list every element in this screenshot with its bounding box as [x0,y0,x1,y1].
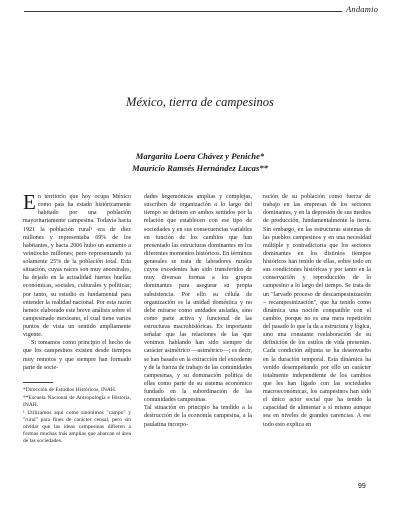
body-paragraph: dades hegemónicas amplias y complejas, suscriben de organización a lo largo del tiempo se definen en ambos sentidos por la relación que establecen con ese tipo de sociedades y en sus consecuencias variables en función de los cambios que han presentado las estructuras dominantes en los diferentes momentos históricos. En términos generales se trata de labradores rurales cuyos excedentes han sido transferidos de muy diversas formas a los grupos dominantes para asegurar su propia subsistencia. Por ello su célula de organización es la unidad doméstica y no debe mirarse como unidades aisladas, sino como parte activa y funcional de las estructuras macrohistóricas. Es importante señalar que las relaciones de las que venimos hablando han sido siempre de carácter asimétrico —asimétrico—; es decir, se han basado en la extracción del excedente y de la fuerza de trabajo de las comunidades campesinas, y su dominación política de ellas como parte de su sistema económico fundado en la subordinación de las comunidades campesinas. Tal situación en principio ha tendido a la destrucción de la economía campesina, a la paulatina incorpo- [144,194,252,428]
drop-cap: E [23,190,36,214]
author-name: Mauricio Ramsés Hernández Lucas** [132,163,268,173]
text-column-1 [23,190,131,447]
footnotes [23,387,131,446]
footnote-rule [23,382,53,383]
body-paragraph [23,190,131,339]
footnote: **Escuela Nacional de Antropología e Historia, INAH. [23,394,131,408]
section-label: Andamio [346,4,379,14]
author-block [0,150,400,174]
paragraph-text: n territorio que hoy ocupa México como país ha estado históricamente habitado por una población mayoritariamente campesina. Todavía hacia 1921 la población rural¹ era de diez millones y representaba 69% de los habitantes, y hacia 2006 hubo un aumento a veintiocho millones; pero representando ya solamente 25% de la población total. Esta situación, cuyas raíces son muy ancestrales, ha dejado en la actualidad fuertes huellas económicas, sociales, culturales y políticas; por tanto, su estudio es fundamental para entender la realidad nacional. Por esta razón hemos elaborado este breve análisis sobre el campesinado mexicano, el cual tiene varios puntos de vista un sentido ampliamente vigente. [23,194,131,339]
article-title: México, tierra de campesinos [126,95,274,109]
body-paragraph: ración de su población como fuerza de trabajo en las empresas de los sectores dominantes, y en la depresión de sus medios de producción, fundamentalmente la tierra. Sin embargo, en las estructuras sistemas de las pueblos campesinos y en una necesidad múltiple y contradictoria que los sectores dominantes en los distintos tiempos históricos han tenido de ellas, sobre todo en sus condiciones históricas y por tanto en la conservación y reproducción de lo campesino a lo largo del tiempo. Se trata de un "larvado proceso de descampesinización – recampesinización", que ha tenido como dinámica una noción compatible con el cambio, porque no es una mera repetición del pasado lo que la da a estructura y lógica, sino una constante reelaboración de su definición de los estilos de vida presentes. Cada condición adjunta se ha desenvuelto en la duración temporal. Esta dinámica ha venido desempeñando por ello un carácter totalmente independiente de los cambios que les han ligado con las sociedades macroeconómicas, los campesinos han sido el único actor social que ha tenido la capacidad de alimentar a sí mismo aunque sea en niveles de grandes carencias. A ese todo esto explica en [263,194,371,428]
text-column-3 [263,193,371,429]
header-rule [24,11,342,12]
footnote: *Dirección de Estudios Históricos, INAH. [23,386,117,393]
footnote: ¹ Utilizamos aquí como sinónimos "campo" y "rural" para fines de carácter censal, pero sin olvidar que las ideas campesinas difieren a formas muchas más amplias que abarcan el área de las sociedades. [23,410,131,445]
body-paragraph: Si tomamos como principio el hecho de que los campesinos existen desde tiempos muy remotos y que siempre han formado parte de socie- [23,340,131,371]
author-name: Margarita Loera Chávez y Peniche* [135,151,265,161]
page-number: 99 [358,483,366,490]
text-column-2 [144,193,252,429]
